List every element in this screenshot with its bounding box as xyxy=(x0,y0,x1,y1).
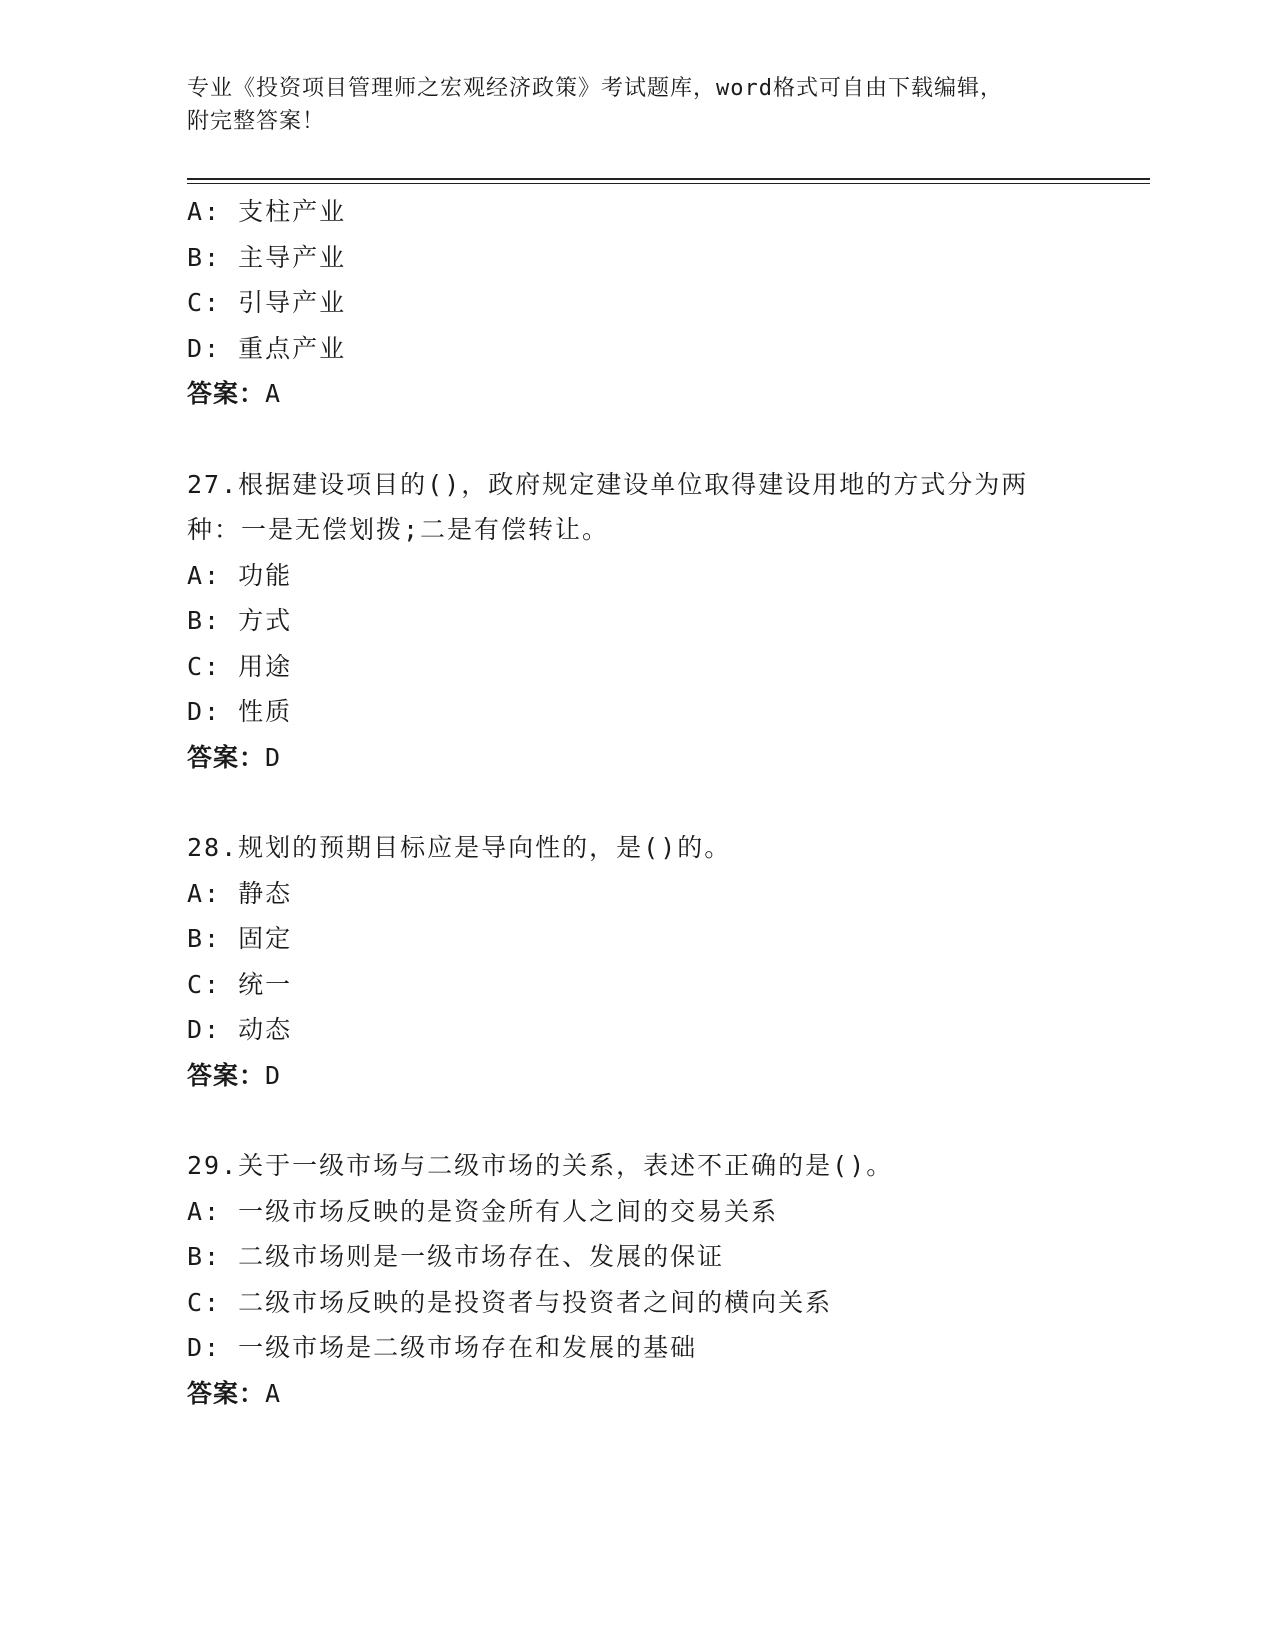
option-c: C: 二级市场反映的是投资者与投资者之间的横向关系 xyxy=(187,1287,833,1317)
document-header xyxy=(187,72,1067,138)
option-a: A: 功能 xyxy=(187,560,293,590)
question-29 xyxy=(187,1143,1127,1416)
answer-label: 答案： xyxy=(187,1060,266,1090)
option-a: A: 静态 xyxy=(187,878,293,908)
answer xyxy=(187,1371,1127,1417)
answer xyxy=(187,371,1127,417)
question-27 xyxy=(187,462,1127,781)
question-26 xyxy=(187,189,1127,417)
answer-value: D xyxy=(265,1060,282,1090)
option-b: B: 二级市场则是一级市场存在、发展的保证 xyxy=(187,1242,725,1271)
header-divider-thick xyxy=(187,178,1150,180)
header-line-2: 附完整答案！ xyxy=(187,109,326,134)
option-b: B: 主导产业 xyxy=(187,242,347,272)
option-c: C: 引导产业 xyxy=(187,288,347,317)
question-stem-line-2: 种：一是无偿划拨;二是有偿转让。 xyxy=(187,515,610,544)
option-b: B: 方式 xyxy=(187,606,293,635)
answer xyxy=(187,735,1127,781)
option-d: D: 重点产业 xyxy=(187,333,347,363)
question-list xyxy=(187,189,1127,1416)
header-line-1: 专业《投资项目管理师之宏观经济政策》考试题库，word格式可自由下载编辑， xyxy=(187,76,1003,101)
option-d: D: 一级市场是二级市场存在和发展的基础 xyxy=(187,1333,698,1362)
answer xyxy=(187,1053,1127,1099)
answer-value: D xyxy=(265,742,282,772)
option-b: B: 固定 xyxy=(187,924,293,953)
question-stem-line-1: 29.关于一级市场与二级市场的关系，表述不正确的是()。 xyxy=(187,1151,894,1180)
answer-label: 答案： xyxy=(187,742,266,772)
question-28 xyxy=(187,825,1127,1098)
option-c: C: 用途 xyxy=(187,651,293,681)
header-divider-thin xyxy=(187,183,1150,184)
option-a: A: 一级市场反映的是资金所有人之间的交易关系 xyxy=(187,1196,779,1226)
option-c: C: 统一 xyxy=(187,969,293,999)
answer-value: A xyxy=(265,1378,282,1408)
option-a: A: 支柱产业 xyxy=(187,197,347,226)
question-stem-line-1: 28.规划的预期目标应是导向性的，是()的。 xyxy=(187,833,732,862)
option-d: D: 性质 xyxy=(187,697,293,726)
answer-label: 答案： xyxy=(187,1378,266,1408)
question-stem-line-1: 27.根据建设项目的()，政府规定建设单位取得建设用地的方式分为两 xyxy=(187,469,1029,499)
answer-value: A xyxy=(265,379,282,408)
option-d: D: 动态 xyxy=(187,1015,293,1044)
answer-label: 答案： xyxy=(187,379,266,408)
